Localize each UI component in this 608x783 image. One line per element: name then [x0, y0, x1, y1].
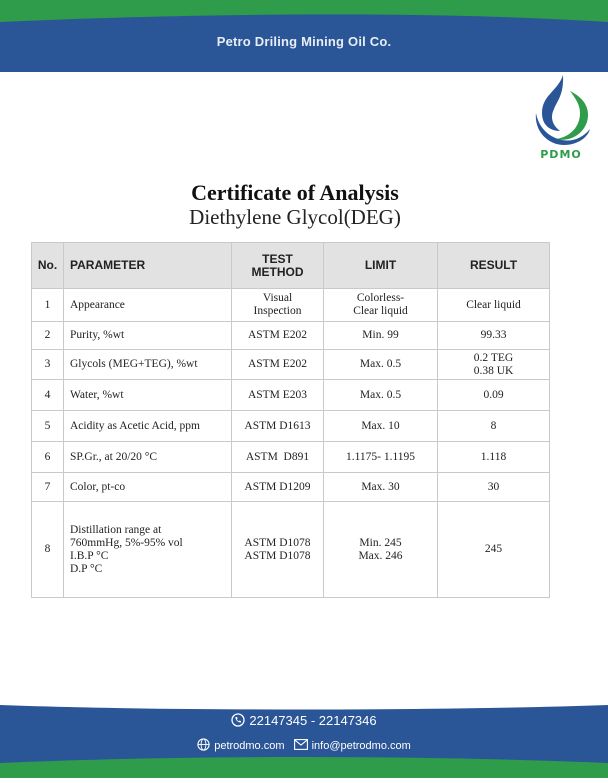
result-line: 0.2 TEG: [473, 351, 514, 364]
analysis-table: [31, 242, 550, 598]
table-row: [32, 442, 550, 473]
row-method: ASTM E203: [232, 380, 324, 411]
row-limit: Max. 10: [324, 411, 438, 442]
method-line: ASTM D1078: [244, 549, 311, 562]
header-method-line2: METHOD: [251, 264, 304, 279]
result-line: 0.38 UK: [473, 364, 514, 377]
row-no: 2: [32, 322, 64, 350]
row-parameter: Acidity as Acetic Acid, ppm: [64, 411, 232, 442]
row-method: [232, 502, 324, 598]
row-method: ASTM D1209: [232, 473, 324, 502]
row-parameter: SP.Gr., at 20/20 °C: [64, 442, 232, 473]
method-line: Inspection: [253, 305, 302, 317]
document-title: Certificate of Analysis: [191, 180, 399, 205]
method-line: ASTM D1078: [244, 536, 311, 549]
table-row: [32, 411, 550, 442]
row-parameter: Water, %wt: [64, 380, 232, 411]
table-row: [32, 473, 550, 502]
row-parameter: Appearance: [64, 289, 232, 322]
row-result: 1.118: [438, 442, 550, 473]
phone-numbers: 22147345 - 22147346: [249, 713, 377, 728]
param-line: 760mmHg, 5%-95% vol: [70, 536, 183, 549]
row-method: ASTM D1613: [232, 411, 324, 442]
row-result: 99.33: [438, 322, 550, 350]
table-row: [32, 322, 550, 350]
row-no: 8: [32, 502, 64, 598]
globe-icon: [197, 738, 210, 754]
row-limit: Max. 0.5: [324, 350, 438, 380]
row-parameter: Color, pt-co: [64, 473, 232, 502]
row-no: 7: [32, 473, 64, 502]
row-parameter: Glycols (MEG+TEG), %wt: [64, 350, 232, 380]
row-method: [232, 289, 324, 322]
limit-line: Max. 246: [358, 549, 403, 562]
row-method: ASTM D891: [232, 442, 324, 473]
row-parameter: Purity, %wt: [64, 322, 232, 350]
row-no: 1: [32, 289, 64, 322]
limit-line: Colorless-: [356, 292, 405, 304]
row-method: ASTM E202: [232, 322, 324, 350]
header-test-method: [232, 243, 324, 289]
footer-phone: [0, 713, 608, 730]
table-header-row: [32, 243, 550, 289]
row-result: 30: [438, 473, 550, 502]
header-method-line1: TEST: [262, 251, 293, 266]
row-method: ASTM E202: [232, 350, 324, 380]
header-parameter: PARAMETER: [64, 243, 232, 289]
row-no: 6: [32, 442, 64, 473]
row-result: [438, 350, 550, 380]
website-link[interactable]: petrodmo.com: [214, 739, 285, 752]
header-limit: LIMIT: [324, 243, 438, 289]
param-line: D.P °C: [70, 562, 103, 575]
row-result: Clear liquid: [438, 289, 550, 322]
row-no: 5: [32, 411, 64, 442]
drop-logo-icon: [528, 73, 598, 153]
table-row: [32, 502, 550, 598]
table-row: [32, 289, 550, 322]
table-row: [32, 380, 550, 411]
company-name: Petro Driling Mining Oil Co.: [216, 34, 392, 49]
row-limit: Max. 0.5: [324, 380, 438, 411]
row-no: 4: [32, 380, 64, 411]
document-subtitle: Diethylene Glycol(DEG): [189, 205, 401, 229]
row-parameter: [64, 502, 232, 598]
method-line: Visual: [262, 292, 293, 304]
limit-line: Clear liquid: [353, 305, 408, 317]
param-line: Distillation range at: [70, 523, 162, 536]
phone-icon: [231, 713, 245, 730]
row-result: 0.09: [438, 380, 550, 411]
row-no: 3: [32, 350, 64, 380]
row-limit: [324, 502, 438, 598]
row-limit: Min. 99: [324, 322, 438, 350]
row-result: 245: [438, 502, 550, 598]
row-limit: Max. 30: [324, 473, 438, 502]
limit-line: Min. 245: [359, 536, 402, 549]
logo-text: PDMO: [540, 148, 582, 161]
email-icon: [294, 739, 308, 753]
header-result: RESULT: [438, 243, 550, 289]
row-limit: [324, 289, 438, 322]
param-line: I.B.P °C: [70, 549, 109, 562]
row-limit: 1.1175- 1.1195: [324, 442, 438, 473]
row-result: 8: [438, 411, 550, 442]
footer-contact: [0, 738, 608, 754]
header-no: No.: [32, 243, 64, 289]
email-link[interactable]: info@petrodmo.com: [311, 739, 411, 752]
table-row: [32, 350, 550, 380]
